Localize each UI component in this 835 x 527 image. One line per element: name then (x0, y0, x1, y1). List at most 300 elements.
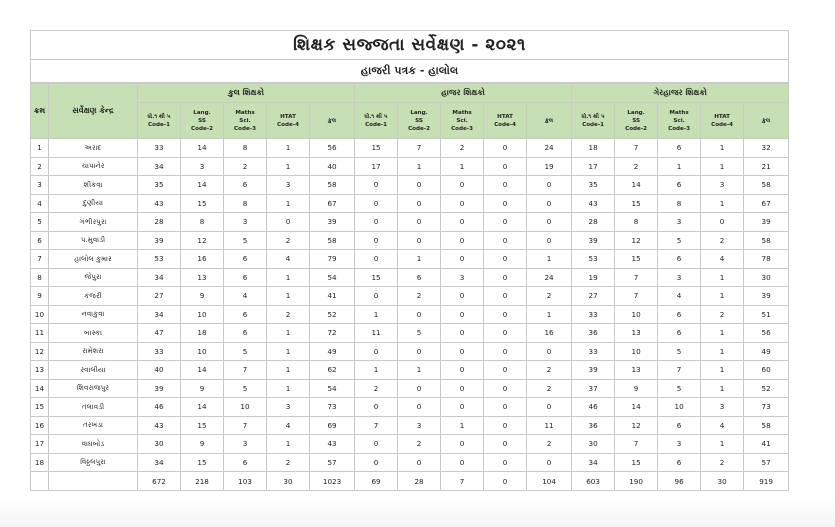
total-value: 30 (701, 472, 744, 491)
total-value: 104 (527, 472, 572, 491)
row-value: 0 (398, 342, 441, 361)
row-value: 0 (484, 305, 527, 324)
row-value: 15 (615, 194, 658, 213)
row-value: 1 (267, 324, 310, 343)
row-value: 8 (224, 139, 267, 158)
row-value: 12 (615, 231, 658, 250)
row-value: 0 (484, 176, 527, 195)
subheader-line: Code-3 (234, 125, 256, 132)
row-value: 7 (615, 435, 658, 454)
row-value: 54 (310, 379, 355, 398)
row-value: 0 (484, 231, 527, 250)
row-value: 13 (181, 268, 224, 287)
table-row (31, 305, 789, 324)
subheader-line: Code-3 (451, 125, 474, 132)
totals-blank (49, 472, 138, 491)
row-serial: 10 (31, 305, 49, 324)
sheet-subtitle: હાજરી પત્રક - હાલોલ (30, 59, 789, 83)
row-serial: 4 (31, 194, 49, 213)
row-value: 6 (658, 416, 701, 435)
row-value: 52 (310, 305, 355, 324)
subheader-cell (658, 103, 701, 139)
total-value: 7 (441, 472, 484, 491)
row-value: 9 (181, 379, 224, 398)
row-value: 43 (138, 416, 181, 435)
row-value: 33 (572, 305, 615, 324)
row-value: 0 (441, 305, 484, 324)
row-value: 1 (355, 361, 398, 380)
row-value: 30 (138, 435, 181, 454)
row-value: 0 (701, 213, 744, 232)
row-value: 4 (267, 416, 310, 435)
row-value: 0 (355, 453, 398, 472)
subheader-line: SS (198, 117, 206, 124)
table-row (31, 176, 789, 195)
row-value: 39 (744, 287, 789, 306)
row-serial: 17 (31, 435, 49, 454)
row-center-name: પ.મુવાડી (49, 231, 138, 250)
row-value: 9 (615, 379, 658, 398)
row-value: 27 (572, 287, 615, 306)
row-value: 69 (310, 416, 355, 435)
row-value: 0 (398, 213, 441, 232)
row-value: 1 (658, 157, 701, 176)
row-value: 35 (138, 176, 181, 195)
row-value: 0 (484, 287, 527, 306)
row-value: 0 (484, 453, 527, 472)
table-row (31, 231, 789, 250)
attendance-sheet (30, 30, 789, 491)
row-value: 3 (224, 435, 267, 454)
subheader-line: Sci. (673, 117, 685, 124)
row-value: 36 (572, 416, 615, 435)
row-value: 5 (658, 379, 701, 398)
row-value: 0 (484, 416, 527, 435)
row-value: 56 (310, 139, 355, 158)
row-serial: 9 (31, 287, 49, 306)
row-center-name: તરખંડા (49, 416, 138, 435)
row-value: 0 (398, 231, 441, 250)
row-value: 0 (355, 342, 398, 361)
row-value: 1 (267, 361, 310, 380)
row-center-name: ચાપાનેર (49, 157, 138, 176)
row-value: 0 (398, 379, 441, 398)
table-row (31, 139, 789, 158)
row-center-name: રામેશરા (49, 342, 138, 361)
row-value: 15 (181, 194, 224, 213)
total-value: 603 (572, 472, 615, 491)
row-value: 2 (267, 305, 310, 324)
row-center-name: ગંભીરપુરા (49, 213, 138, 232)
row-value: 47 (138, 324, 181, 343)
row-value: 58 (744, 231, 789, 250)
subheader-cell (355, 103, 398, 139)
total-value: 1023 (310, 472, 355, 491)
row-value: 5 (658, 342, 701, 361)
row-value: 14 (181, 139, 224, 158)
row-value: 0 (441, 361, 484, 380)
table-body (31, 139, 789, 472)
row-value: 8 (615, 213, 658, 232)
row-value: 3 (267, 398, 310, 417)
row-value: 5 (658, 231, 701, 250)
row-value: 1 (701, 157, 744, 176)
sheet-title: શિક્ષક સજ્જતા સર્વેક્ષણ - ૨૦૨૧ (30, 30, 789, 59)
row-value: 0 (441, 324, 484, 343)
subheader-cell (615, 103, 658, 139)
table-row (31, 379, 789, 398)
row-value: 0 (484, 250, 527, 269)
row-value: 2 (398, 287, 441, 306)
row-center-name: જેપુરા (49, 268, 138, 287)
row-value: 57 (310, 453, 355, 472)
row-value: 1 (527, 250, 572, 269)
row-center-name: અરાદ (49, 139, 138, 158)
total-value: 919 (744, 472, 789, 491)
row-value: 1 (267, 268, 310, 287)
table-row (31, 157, 789, 176)
row-value: 49 (744, 342, 789, 361)
row-value: 1 (267, 435, 310, 454)
row-value: 33 (138, 342, 181, 361)
subheader-line: Code-3 (668, 125, 691, 132)
subheader-cell (310, 103, 355, 139)
row-value: 10 (615, 305, 658, 324)
row-value: 30 (572, 435, 615, 454)
row-value: 4 (224, 287, 267, 306)
row-serial: 2 (31, 157, 49, 176)
row-value: 1 (267, 379, 310, 398)
row-value: 0 (398, 453, 441, 472)
row-value: 0 (484, 139, 527, 158)
row-value: 0 (355, 435, 398, 454)
row-value: 0 (441, 435, 484, 454)
row-value: 1 (701, 194, 744, 213)
row-value: 0 (441, 453, 484, 472)
totals-row (31, 472, 789, 491)
row-value: 37 (572, 379, 615, 398)
row-value: 6 (224, 176, 267, 195)
row-value: 34 (138, 453, 181, 472)
subheader-line: Lang. (627, 109, 645, 116)
row-value: 0 (441, 287, 484, 306)
row-value: 1 (355, 305, 398, 324)
row-value: 4 (701, 250, 744, 269)
header-group-absent: ગેરહાજર શિક્ષકો (572, 84, 789, 103)
row-value: 2 (527, 435, 572, 454)
row-value: 15 (615, 453, 658, 472)
row-center-name: હાલોલ કુમાર (49, 250, 138, 269)
subheader-cell (572, 103, 615, 139)
row-value: 41 (310, 287, 355, 306)
row-serial: 7 (31, 250, 49, 269)
row-value: 15 (355, 139, 398, 158)
row-value: 58 (744, 416, 789, 435)
row-value: 27 (138, 287, 181, 306)
row-serial: 8 (31, 268, 49, 287)
table-row (31, 250, 789, 269)
row-value: 6 (658, 139, 701, 158)
row-value: 1 (267, 139, 310, 158)
row-value: 28 (138, 213, 181, 232)
row-value: 8 (224, 194, 267, 213)
row-value: 58 (310, 231, 355, 250)
subheader-line: કુલ (327, 117, 337, 124)
subheader-line: કુલ (762, 117, 771, 124)
row-value: 1 (701, 435, 744, 454)
row-value: 0 (355, 194, 398, 213)
row-value: 15 (615, 250, 658, 269)
row-serial: 18 (31, 453, 49, 472)
row-serial: 6 (31, 231, 49, 250)
row-value: 1 (701, 342, 744, 361)
row-value: 62 (310, 361, 355, 380)
subheader-cell (441, 103, 484, 139)
row-value: 4 (267, 250, 310, 269)
row-value: 39 (310, 213, 355, 232)
row-value: 0 (484, 157, 527, 176)
row-value: 3 (658, 268, 701, 287)
row-value: 0 (484, 398, 527, 417)
row-serial: 14 (31, 379, 49, 398)
row-value: 14 (181, 176, 224, 195)
row-value: 0 (484, 435, 527, 454)
row-value: 2 (701, 453, 744, 472)
subheader-line: ધો.૧ થી ૫ (147, 113, 171, 120)
row-value: 9 (181, 435, 224, 454)
row-center-name: દુણીયા (49, 194, 138, 213)
row-value: 7 (355, 416, 398, 435)
table-row (31, 435, 789, 454)
row-value: 24 (527, 139, 572, 158)
table-row (31, 342, 789, 361)
row-serial: 11 (31, 324, 49, 343)
subheader-cell (138, 103, 181, 139)
row-center-name: વાઘબોડ (49, 435, 138, 454)
row-value: 1 (267, 157, 310, 176)
row-value: 58 (744, 176, 789, 195)
row-value: 14 (615, 398, 658, 417)
row-value: 3 (658, 213, 701, 232)
row-value: 3 (398, 416, 441, 435)
row-value: 9 (181, 287, 224, 306)
row-value: 43 (138, 194, 181, 213)
header-group-present: હાજર શિક્ષકો (355, 84, 572, 103)
row-value: 2 (267, 231, 310, 250)
subheader-line: Lang. (410, 109, 428, 116)
row-center-name: બાસ્કા (49, 324, 138, 343)
row-serial: 16 (31, 416, 49, 435)
row-value: 2 (224, 157, 267, 176)
totals-blank (31, 472, 49, 491)
row-value: 3 (658, 435, 701, 454)
subheader-cell (527, 103, 572, 139)
row-center-name: નવાકુવા (49, 305, 138, 324)
row-value: 43 (310, 435, 355, 454)
row-value: 6 (658, 250, 701, 269)
bottom-fade (0, 500, 835, 527)
subheader-line: ધો.૧ થી ૫ (581, 113, 605, 120)
row-value: 0 (527, 176, 572, 195)
row-value: 5 (224, 379, 267, 398)
row-serial: 3 (31, 176, 49, 195)
row-value: 0 (484, 194, 527, 213)
row-value: 0 (441, 231, 484, 250)
row-value: 16 (181, 250, 224, 269)
row-value: 3 (701, 176, 744, 195)
row-value: 7 (615, 139, 658, 158)
row-value: 0 (484, 324, 527, 343)
row-value: 49 (310, 342, 355, 361)
row-value: 0 (441, 250, 484, 269)
row-value: 8 (658, 194, 701, 213)
row-value: 10 (181, 342, 224, 361)
row-value: 15 (181, 416, 224, 435)
row-center-name: વિઠ્ઠલપુરા (49, 453, 138, 472)
row-serial: 13 (31, 361, 49, 380)
row-value: 6 (224, 250, 267, 269)
row-value: 1 (398, 361, 441, 380)
row-value: 14 (181, 361, 224, 380)
row-value: 7 (615, 287, 658, 306)
row-center-name: રવાલીયા (49, 361, 138, 380)
row-value: 34 (138, 305, 181, 324)
row-value: 0 (441, 379, 484, 398)
row-value: 0 (484, 342, 527, 361)
row-value: 3 (181, 157, 224, 176)
row-value: 54 (310, 268, 355, 287)
row-center-name: કંજરી (49, 287, 138, 306)
subheader-line: ધો.૧ થી ૫ (364, 113, 388, 120)
subheader-cell (701, 103, 744, 139)
row-value: 2 (701, 305, 744, 324)
row-center-name: શીકવા (49, 176, 138, 195)
row-value: 2 (701, 231, 744, 250)
row-value: 10 (181, 305, 224, 324)
row-value: 33 (138, 139, 181, 158)
row-value: 2 (267, 453, 310, 472)
row-value: 2 (355, 379, 398, 398)
row-value: 39 (744, 213, 789, 232)
row-value: 0 (355, 231, 398, 250)
row-value: 5 (224, 342, 267, 361)
row-value: 0 (484, 361, 527, 380)
row-value: 10 (224, 398, 267, 417)
row-value: 0 (267, 213, 310, 232)
row-value: 67 (744, 194, 789, 213)
subheader-line: કુલ (544, 117, 554, 124)
row-value: 15 (355, 268, 398, 287)
row-value: 2 (615, 157, 658, 176)
row-value: 0 (355, 398, 398, 417)
row-value: 0 (355, 213, 398, 232)
row-value: 0 (527, 453, 572, 472)
row-value: 6 (658, 305, 701, 324)
row-value: 0 (441, 194, 484, 213)
row-value: 1 (701, 379, 744, 398)
row-value: 1 (701, 139, 744, 158)
row-value: 0 (441, 213, 484, 232)
row-value: 3 (441, 268, 484, 287)
subheader-line: SS (632, 117, 640, 124)
row-value: 39 (138, 379, 181, 398)
header-group-total: કુલ શિક્ષકો (138, 84, 355, 103)
row-value: 1 (267, 342, 310, 361)
row-value: 34 (572, 453, 615, 472)
row-value: 5 (398, 324, 441, 343)
row-value: 13 (615, 361, 658, 380)
row-value: 33 (572, 342, 615, 361)
subheader-line: Code-2 (408, 125, 431, 132)
subheader-line: Sci. (239, 117, 251, 124)
row-value: 11 (355, 324, 398, 343)
row-value: 24 (527, 268, 572, 287)
total-value: 69 (355, 472, 398, 491)
row-value: 13 (615, 324, 658, 343)
subheader-line: SS (415, 117, 423, 124)
row-value: 7 (658, 361, 701, 380)
row-value: 40 (138, 361, 181, 380)
subheader-cell (744, 103, 789, 139)
row-value: 1 (701, 287, 744, 306)
row-value: 53 (572, 250, 615, 269)
row-value: 34 (138, 268, 181, 287)
row-value: 0 (441, 176, 484, 195)
row-value: 0 (484, 213, 527, 232)
table-row (31, 453, 789, 472)
row-value: 0 (527, 398, 572, 417)
row-center-name: તલાવડી (49, 398, 138, 417)
subheader-line: Sci. (456, 117, 468, 124)
row-value: 72 (310, 324, 355, 343)
row-value: 15 (181, 453, 224, 472)
header-serial: ક્રમ (31, 84, 49, 139)
row-value: 12 (181, 231, 224, 250)
row-value: 0 (355, 176, 398, 195)
row-value: 0 (398, 176, 441, 195)
subheader-cell (267, 103, 310, 139)
row-value: 43 (572, 194, 615, 213)
row-value: 0 (484, 379, 527, 398)
subheader-line: Code-4 (711, 121, 734, 128)
row-value: 17 (572, 157, 615, 176)
row-value: 1 (267, 194, 310, 213)
row-value: 0 (355, 250, 398, 269)
row-value: 7 (615, 268, 658, 287)
row-value: 0 (527, 231, 572, 250)
table-row (31, 398, 789, 417)
total-value: 28 (398, 472, 441, 491)
subheader-line: Maths (669, 109, 689, 116)
row-value: 0 (398, 194, 441, 213)
row-value: 0 (527, 194, 572, 213)
total-value: 218 (181, 472, 224, 491)
attendance-table (30, 83, 789, 491)
row-value: 1 (398, 250, 441, 269)
row-value: 6 (658, 453, 701, 472)
row-value: 6 (224, 268, 267, 287)
row-value: 10 (658, 398, 701, 417)
subheader-cell (181, 103, 224, 139)
row-value: 6 (224, 453, 267, 472)
row-value: 0 (484, 268, 527, 287)
row-value: 53 (138, 250, 181, 269)
row-value: 2 (527, 379, 572, 398)
row-value: 28 (572, 213, 615, 232)
row-value: 12 (615, 416, 658, 435)
subheader-cell (398, 103, 441, 139)
subheader-cell (224, 103, 267, 139)
